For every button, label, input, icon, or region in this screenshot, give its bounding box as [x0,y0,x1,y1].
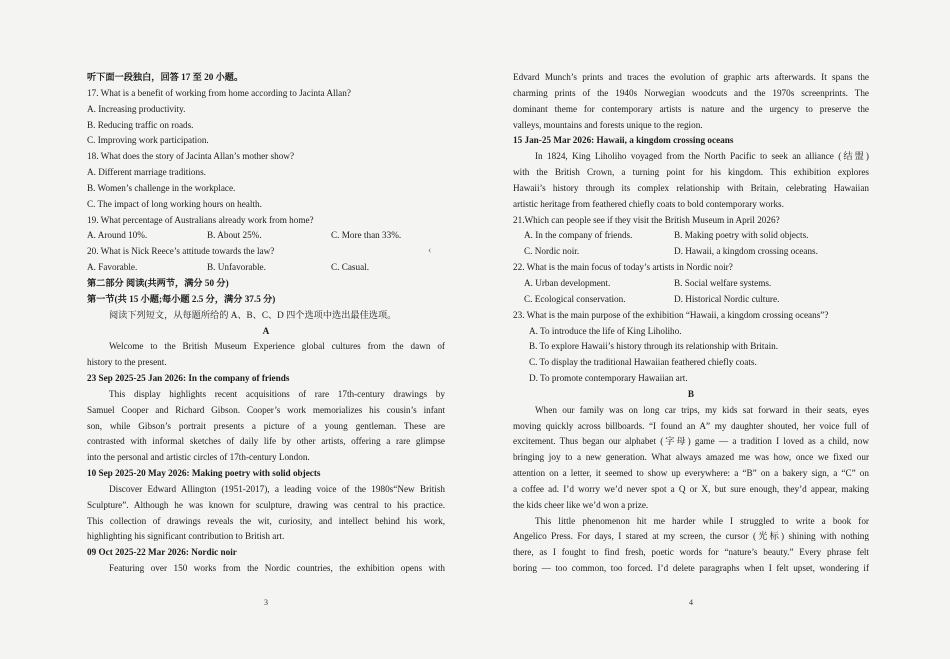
exhibition-heading: 10 Sep 2025-20 May 2026: Making poetry with solid objects [87,468,321,479]
question-21: 21.Which can people see if they visit the British Museum in April 2026? [513,214,780,225]
paragraph-line: This display highlights recent acquisitions of rare 17th-century drawings by [109,388,445,399]
paragraph-line: with the British Crown, a turning point for his kingdom. This exhibition explores [513,167,869,178]
options-row [513,244,869,260]
paragraph-line: Edvard Munch’s prints and traces the evolution of graphic arts afterwards. It spans the [513,72,869,82]
option: A. Favorable. [87,262,138,273]
option: A. Around 10%. [87,230,148,241]
option: B. Social welfare systems. [674,277,772,288]
option: D. To promote contemporary Hawaiian art. [529,373,688,384]
page-number-left: 3 [264,598,268,607]
page-number-right: 4 [689,598,693,607]
question-20: 20. What is Nick Reece’s attitude towards the law? [87,246,275,257]
option: A. In the company of friends. [524,230,633,241]
paragraph-line: the kids cheer like we’d won a prize. [513,499,649,510]
paragraph-line: history to the present. [87,357,167,368]
section-heading: 第一节(共 15 小题;每小题 2.5 分，满分 37.5 分) [87,293,276,304]
paragraph-line: Angelico Press. For days, I stared at my screen, the cursor (光标) shining with nothing [513,531,869,542]
passage-label-b: B [687,388,695,399]
paragraph-line: Featuring over 150 works from the Nordic countries, the exhibition opens with [109,563,445,574]
options-row [513,228,869,244]
question-23: 23. What is the main purpose of the exhibition “Hawaii, a kingdom crossing oceans”? [513,309,829,320]
paragraph-line: excitement. Thus began our alphabet (字母) game — a tradition I loved as a child, now [513,436,869,447]
part-heading: 第二部分 阅读(共两节，满分 50 分) [87,277,229,288]
option: C. To display the traditional Hawaiian feathered chiefly coats. [529,357,757,368]
option: C. Casual. [331,262,370,273]
paragraph-line: Hawaii’s history through its complex relationship with Britain, celebrating Hawaiian [513,182,869,193]
paragraph-line: In 1824, King Liholiho voyaged from the North Pacific to seek an alliance (结盟) [535,151,869,162]
exhibition-heading: 15 Jan-25 Mar 2026: Hawaii, a kingdom crossing oceans [513,135,734,146]
question-19: 19. What percentage of Australians already work from home? [87,214,314,225]
passage-label-a: A [262,325,270,336]
paragraph-line: This collection of drawings reveals the wit, curiosity, and intellect behind his work, [87,515,445,526]
options-row [87,228,445,244]
option: A. To introduce the life of King Liholiho. [529,325,682,336]
paragraph-line: charming prints of the 1940s Norwegian woodcuts and the 1970s screenprints. The [513,87,869,98]
paragraph-line: there, as I fought to find fresh, poetic words for “nature’s beauty.” Every phrase felt [513,547,869,558]
paragraph-line: When our family was on long car trips, my kids sat forward in their seats, eyes [535,404,869,415]
question-18: 18. What does the story of Jacinta Allan’s mother show? [87,151,295,162]
option: B. Women’s challenge in the workplace. [87,182,236,193]
option: B. Making poetry with solid objects. [674,230,809,241]
options-row [513,276,869,292]
option: B. To explore Hawaii’s history through its relationship with Britain. [529,341,779,352]
option: A. Different marriage traditions. [87,167,206,178]
option: B. Reducing traffic on roads. [87,119,194,130]
paragraph-line: son, while Gibson’s portrait presents a picture of a young gentleman. These are [87,420,445,431]
reading-instruction: 阅读下列短文，从每题所给的 A、B、C、D 四个选项中选出最佳选项。 [109,309,397,320]
paragraph-line: Sculpture”. Although he was known for sculpture, drawing was central to his practice. [87,499,445,510]
paragraph-line: into the personal and artistic circles of 17th-century London. [87,452,310,463]
options-row [87,260,445,276]
option: B. About 25%. [207,230,262,241]
question-22: 22. What is the main focus of today’s artists in Nordic noir? [513,262,733,273]
exhibition-heading: 23 Sep 2025-25 Jan 2026: In the company of friends [87,373,290,384]
paragraph-line: Welcome to the British Museum Experience global cultures from the dawn of [109,341,445,352]
scan-mark-icon: ‹ [428,245,432,256]
paragraph-line: moving quickly across billboards. “I found an A” my daughter shouted, her voice full of [513,420,869,431]
option: B. Unfavorable. [207,262,266,273]
paragraph-line: contrasted with informal sketches of daily life by other artists, offering a rare glimpse [87,436,445,447]
paragraph-line: valleys, mountains and forests unique to the region. [513,119,703,130]
option: D. Historical Nordic culture. [674,293,780,304]
paragraph-line: boring — too common, too forced. I’d delete paragraphs when I felt upset, wondering if [513,563,869,574]
right-page [513,70,869,577]
paragraph-line: artistic heritage from feathered chiefly coats to bold contemporary works. [513,198,784,209]
question-17: 17. What is a benefit of working from home according to Jacinta Allan? [87,87,351,98]
option: C. The impact of long working hours on health. [87,198,262,209]
paragraph-line: attention on a letter, it seemed to show up everywhere: a “B” on a bakery sign, a “C” on [513,468,869,479]
option: C. Nordic noir. [524,246,580,257]
option: A. Increasing productivity. [87,103,186,114]
option: D. Hawaii, a kingdom crossing oceans. [674,246,818,257]
paragraph-line: a coffee ad. I’d worry we’d never spot a Q or X, but sure enough, they’d appear, making [513,483,869,494]
listening-instruction: 听下面一段独白，回答 17 至 20 小题。 [87,72,244,82]
option: C. Ecological conservation. [524,293,626,304]
left-page [87,70,445,577]
exhibition-heading: 09 Oct 2025-22 Mar 2026: Nordic noir [87,547,237,558]
paragraph-line: highlighting his significant contribution to British art. [87,531,285,542]
option: C. More than 33%. [331,230,402,241]
option: A. Urban development. [524,277,611,288]
paragraph-line: This little phenomenon hit me harder while I struggled to write a book for [535,515,869,526]
paragraph-line: Discover Edward Allington (1951-2017), a leading voice of the 1980s“New British [109,483,445,494]
options-row [513,292,869,308]
paragraph-line: Samuel Cooper and Richard Gibson. Cooper’s work memorializes his cousin’s infant [87,404,445,415]
paragraph-line: bringing joy to a new generation. What always amazed me was how, once we fixed our [513,452,869,463]
paragraph-line: dominant theme for contemporary artists is nature and the urgency to preserve the [513,103,869,114]
option: C. Improving work participation. [87,135,209,146]
